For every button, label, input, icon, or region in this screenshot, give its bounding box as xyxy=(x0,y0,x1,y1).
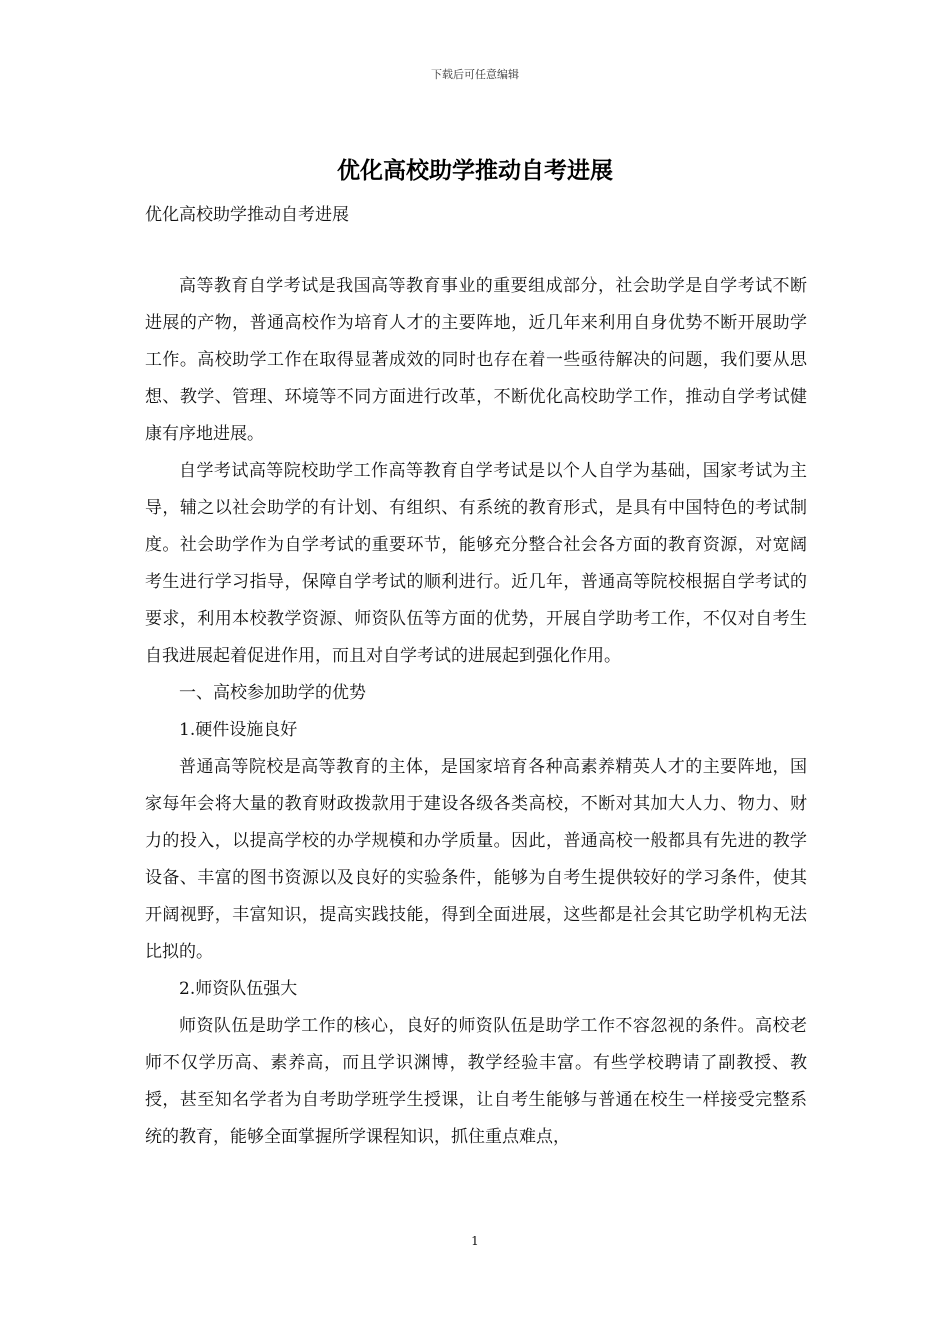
paragraph-faculty: 师资队伍是助学工作的核心，良好的师资队伍是助学工作不容忽视的条件。高校老师不仅学历高、素养高，而且学识渊博，教学经验丰富。有些学校聘请了副教授、教授，甚至知名学者为自考助学班学生授课，让自考生能够与普通在校生一样接受完整系统的教育，能够全面掌握所学课程知识，抓住重点难点， xyxy=(145,1016,807,1147)
document-subtitle: 优化高校助学推动自考进展 xyxy=(145,205,349,225)
document-body xyxy=(145,268,807,1156)
page-number: 1 xyxy=(471,1234,479,1248)
section-heading-advantages: 一、高校参加助学的优势 xyxy=(179,683,366,703)
document-title: 优化高校助学推动自考进展 xyxy=(337,157,613,184)
paragraph-background: 自学考试高等院校助学工作高等教育自学考试是以个人自学为基础，国家考试为主导，辅之以社会助学的有计划、有组织、有系统的教育形式，是具有中国特色的考试制度。社会助学作为自学考试的重要环节，能够充分整合社会各方面的教育资源，对宽阔考生进行学习指导，保障自学考试的顺利进行。近几年，普通高等院校根据自学考试的要求，利用本校教学资源、师资队伍等方面的优势，开展自学助考工作，不仅对自考生自我进展起着促进作用，而且对自学考试的进展起到强化作用。 xyxy=(145,461,807,666)
subheading-hardware: 1.硬件设施良好 xyxy=(179,720,298,740)
header-note: 下载后可任意编辑 xyxy=(431,68,519,81)
paragraph-intro: 高等教育自学考试是我国高等教育事业的重要组成部分，社会助学是自学考试不断进展的产物，普通高校作为培育人才的主要阵地，近几年来利用自身优势不断开展助学工作。高校助学工作在取得显著成效的同时也存在着一些亟待解决的问题，我们要从思想、教学、管理、环境等不同方面进行改革，不断优化高校助学工作，推动自学考试健康有序地进展。 xyxy=(145,276,807,444)
paragraph-hardware: 普通高等院校是高等教育的主体，是国家培育各种高素养精英人才的主要阵地，国家每年会将大量的教育财政拨款用于建设各级各类高校，不断对其加大人力、物力、财力的投入，以提高学校的办学规模和办学质量。因此，普通高校一般都具有先进的教学设备、丰富的图书资源以及良好的实验条件，能够为自考生提供较好的学习条件，使其开阔视野，丰富知识，提高实践技能，得到全面进展，这些都是社会其它助学机构无法比拟的。 xyxy=(145,757,807,962)
subheading-faculty: 2.师资队伍强大 xyxy=(179,979,298,999)
